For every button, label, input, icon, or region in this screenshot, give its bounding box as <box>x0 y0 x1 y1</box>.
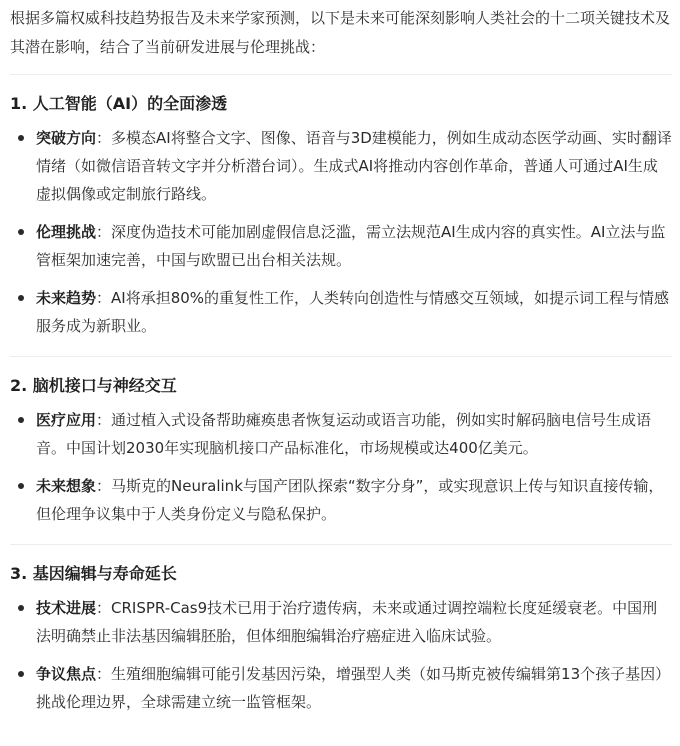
list-item <box>10 406 672 462</box>
sections-container <box>10 92 672 716</box>
bullet-list <box>10 406 672 528</box>
item-term: 突破方向 <box>36 129 97 147</box>
list-item <box>10 660 672 716</box>
bullet-icon <box>18 605 24 611</box>
list-item <box>10 472 672 528</box>
item-text: 深度伪造技术可能加剧虚假信息泛滥，需立法规范AI生成内容的真实性。AI立法与监管框架加速完善，中国与欧盟已出台相关法规。 <box>36 223 666 269</box>
item-text: AI将承担80%的重复性工作，人类转向创造性与情感交互领域，如提示词工程与情感服务成为新职业。 <box>36 289 670 335</box>
divider <box>10 356 672 357</box>
section-heading: 2. 脑机接口与神经交互 <box>10 376 177 395</box>
item-term: 未来想象 <box>36 477 97 495</box>
bullet-icon <box>18 229 24 235</box>
list-item <box>10 124 672 208</box>
item-separator: ： <box>96 411 112 429</box>
list-item <box>10 594 672 650</box>
section-heading: 1. 人工智能（AI）的全面渗透 <box>10 94 228 113</box>
item-separator: ： <box>96 129 112 147</box>
item-term: 技术进展 <box>36 599 97 617</box>
list-item <box>10 284 672 340</box>
item-text: 生殖细胞编辑可能引发基因污染，增强型人类（如马斯克被传编辑第13个孩子基因）挑战伦理边界，全球需建立统一监管框架。 <box>36 665 671 711</box>
item-term: 争议焦点 <box>36 665 97 683</box>
bullet-icon <box>18 135 24 141</box>
item-separator: ： <box>96 599 112 617</box>
item-separator: ： <box>96 665 112 683</box>
item-text: 马斯克的Neuralink与国产团队探索“数字分身”，或实现意识上传与知识直接传输，但伦理争议集中于人类身份定义与隐私保护。 <box>36 477 664 523</box>
divider <box>10 74 672 75</box>
item-separator: ： <box>96 477 112 495</box>
bullet-icon <box>18 671 24 677</box>
bullet-icon <box>18 295 24 301</box>
item-term: 医疗应用 <box>36 411 97 429</box>
intro-paragraph: 根据多篇权威科技趋势报告及未来学家预测，以下是未来可能深刻影响人类社会的十二项关键技术及其潜在影响，结合了当前研发进展与伦理挑战： <box>10 9 671 56</box>
bullet-list <box>10 124 672 340</box>
item-term: 未来趋势 <box>36 289 97 307</box>
section-heading: 3. 基因编辑与寿命延长 <box>10 564 177 583</box>
item-separator: ： <box>96 223 112 241</box>
list-item <box>10 218 672 274</box>
item-text: 多模态AI将整合文字、图像、语音与3D建模能力，例如生成动态医学动画、实时翻译情绪（如微信语音转文字并分析潜台词）。生成式AI将推动内容创作革命，普通人可通过AI生成虚拟偶像或定制旅行路线。 <box>36 129 672 203</box>
item-separator: ： <box>96 289 112 307</box>
item-text: CRISPR-Cas9技术已用于治疗遗传病，未来或通过调控端粒长度延缓衰老。中国刑法明确禁止非法基因编辑胚胎，但体细胞编辑治疗癌症进入临床试验。 <box>36 599 658 645</box>
item-text: 通过植入式设备帮助瘫痪患者恢复运动或语言功能，例如实时解码脑电信号生成语音。中国计划2030年实现脑机接口产品标准化，市场规模或达400亿美元。 <box>36 411 652 457</box>
item-term: 伦理挑战 <box>36 223 97 241</box>
bullet-icon <box>18 483 24 489</box>
bullet-icon <box>18 417 24 423</box>
divider <box>10 544 672 545</box>
bullet-list <box>10 594 672 716</box>
